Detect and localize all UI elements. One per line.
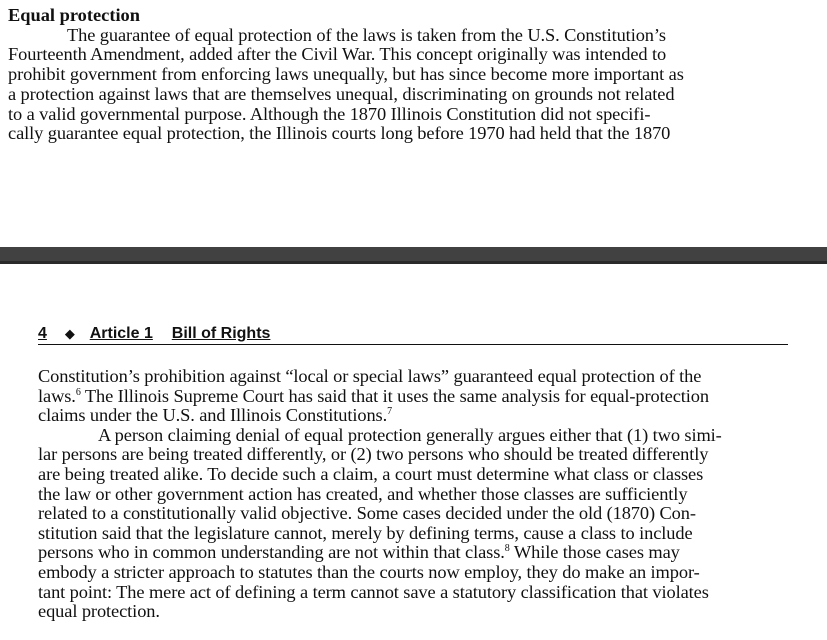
text-span: claims under the U.S. and Illinois Constitutions. bbox=[38, 405, 388, 426]
text-line bbox=[38, 543, 798, 563]
footnote-ref: 8 bbox=[504, 543, 510, 555]
section-heading: Equal protection bbox=[8, 5, 140, 25]
text-line bbox=[38, 406, 798, 426]
text-line: to a valid governmental purpose. Although the 1870 Illinois Constitution did not specifi- bbox=[8, 103, 651, 124]
text-span: laws. bbox=[38, 385, 76, 406]
text-line: The guarantee of equal protection of the laws is taken from the U.S. Constitution’s bbox=[67, 24, 666, 45]
text-line: cally guarantee equal protection, the Illinois courts long before 1970 had held that the 1870 bbox=[8, 123, 671, 144]
text-line: Fourteenth Amendment, added after the Civil War. This concept originally was intended to bbox=[8, 44, 667, 65]
text-line: lar persons are being treated differently, or (2) two persons who should be treated differently bbox=[38, 444, 709, 465]
text-line: a protection against laws that are themselves unequal, discriminating on grounds not related bbox=[8, 83, 675, 104]
text-line: stitution said that the legislature cannot, merely by defining terms, cause a class to include bbox=[38, 522, 693, 543]
page-divider bbox=[0, 247, 827, 264]
text-span: persons who in common understanding are not within that class. bbox=[38, 542, 505, 563]
text-line: embody a stricter approach to statutes than the courts now employ, they do make an impor- bbox=[38, 561, 700, 582]
diamond-icon: ◆ bbox=[64, 326, 75, 341]
text-line: tant point: The mere act of defining a term cannot save a statutory classification that violates bbox=[38, 581, 709, 602]
article-label: Article 1 bbox=[89, 325, 153, 342]
top-text-block bbox=[8, 6, 818, 144]
page-number: 4 bbox=[38, 325, 47, 342]
footnote-ref: 7 bbox=[387, 406, 393, 418]
text-span: The Illinois Supreme Court has said that it uses the same analysis for equal-protection bbox=[80, 385, 709, 406]
text-line: equal protection. bbox=[38, 601, 160, 622]
bottom-text-block bbox=[38, 367, 798, 622]
text-line bbox=[38, 387, 798, 407]
text-line: A person claiming denial of equal protection generally argues either that (1) two simi- bbox=[98, 424, 722, 445]
article-title: Bill of Rights bbox=[171, 325, 271, 342]
text-line: Constitution’s prohibition against “local or special laws” guaranteed equal protection of the bbox=[38, 366, 702, 386]
text-line: prohibit government from enforcing laws unequally, but has since become more important as bbox=[8, 64, 684, 85]
text-line: the law or other government action has created, and whether those classes are sufficiently bbox=[38, 483, 688, 504]
text-span: While those cases may bbox=[509, 542, 680, 563]
footnote-ref: 6 bbox=[75, 386, 81, 398]
running-head bbox=[38, 324, 788, 345]
text-line: are being treated alike. To decide such a claim, a court must determine what class or classes bbox=[38, 463, 704, 484]
text-line: related to a constitutionally valid objective. Some cases decided under the old (1870) Con- bbox=[38, 503, 696, 524]
